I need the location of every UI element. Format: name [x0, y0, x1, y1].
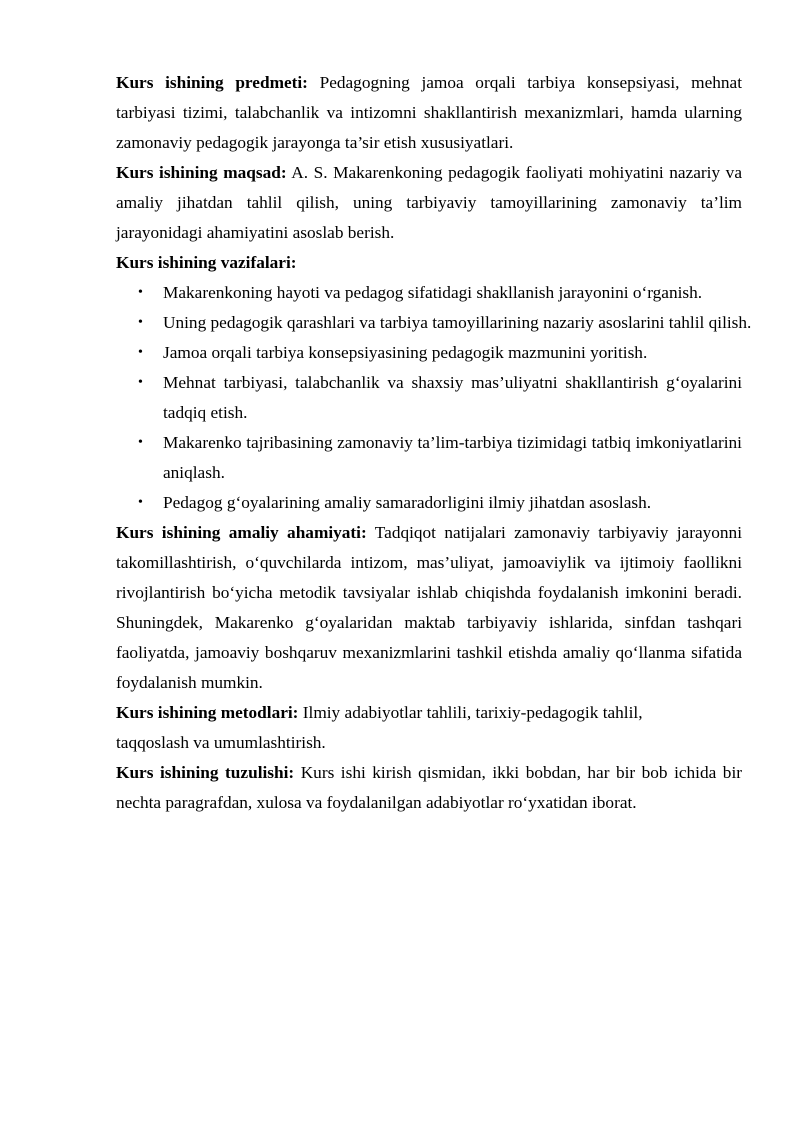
subject-label: Kurs ishining predmeti: — [116, 73, 308, 92]
list-item-text: Pedagog g‘oyalarining amaliy samaradorligini ilmiy jihatdan asoslash. — [163, 493, 652, 512]
structure-text: Kurs ishi kirish qismidan, ikki bobdan, har bir bob ichida bir nechta paragrafdan, xulosa va foydalanilgan adabiyotlar ro‘yxatidan iborat. — [116, 763, 742, 812]
subject-paragraph — [116, 68, 742, 158]
list-item — [116, 368, 742, 428]
bullet-icon: • — [138, 345, 143, 360]
list-item — [116, 338, 742, 368]
bullet-icon: • — [138, 285, 143, 300]
structure-label: Kurs ishining tuzulishi: — [116, 763, 295, 782]
list-item-text: Jamoa orqali tarbiya konsepsiyasining pedagogik mazmunini yoritish. — [163, 343, 648, 362]
list-item — [116, 428, 742, 488]
subject-text: Pedagogning jamoa orqali tarbiya konsepsiyasi, mehnat tarbiyasi tizimi, talabchanlik va intizomni shakllantirish mexanizmlari, hamda ularning zamonaviy pedagogik jarayonga ta’sir etish xususiyatlari. — [116, 73, 742, 152]
methods-paragraph — [116, 698, 742, 758]
goal-label: Kurs ishining maqsad: — [116, 163, 287, 182]
list-item-text: Uning pedagogik qarashlari va tarbiya tamoyillarining nazariy asoslarini tahlil qilish. — [163, 313, 752, 332]
list-item — [116, 278, 742, 308]
document-page — [116, 68, 752, 818]
practical-significance-paragraph — [116, 518, 742, 698]
list-item-text: Makarenko tajribasining zamonaviy ta’lim-tarbiya tizimidagi tatbiq imkoniyatlarini aniqlash. — [163, 433, 742, 482]
structure-paragraph — [116, 758, 742, 818]
tasks-list — [116, 278, 752, 518]
practical-significance-text: Tadqiqot natijalari zamonaviy tarbiyaviy jarayonni takomillashtirish, o‘quvchilarda intizom, mas’uliyat, jamoaviylik va ijtimoiy faollikni rivojlantirish bo‘yicha metodik tavsiyalar ishlab chiqishda foydalanish imkonini beradi. Shuningdek, Makarenko g‘oyalaridan maktab tarbiyaviy ishlarida, sinfdan tashqari faoliyatda, jamoaviy boshqaruv mexanizmlarini tashkil etishda amaliy qo‘llanma sifatida foydalanish mumkin. — [116, 523, 742, 692]
methods-label: Kurs ishining metodlari: — [116, 703, 299, 722]
bullet-icon: • — [138, 375, 143, 390]
tasks-label: Kurs ishining vazifalari: — [116, 253, 297, 272]
tasks-heading — [116, 248, 742, 278]
list-item-text: Makarenkoning hayoti va pedagog sifatidagi shakllanish jarayonini o‘rganish. — [163, 283, 703, 302]
bullet-icon: • — [138, 315, 143, 330]
practical-significance-label: Kurs ishining amaliy ahamiyati: — [116, 523, 367, 542]
goal-paragraph — [116, 158, 742, 248]
methods-text-line2: taqqoslash va umumlashtirish. — [116, 733, 326, 752]
list-item — [116, 488, 742, 518]
bullet-icon: • — [138, 495, 143, 510]
list-item-text: Mehnat tarbiyasi, talabchanlik va shaxsiy mas’uliyatni shakllantirish g‘oyalarini tadqiq etish. — [163, 373, 742, 422]
bullet-icon: • — [138, 435, 143, 450]
list-item — [116, 308, 754, 338]
methods-text-line1: Ilmiy adabiyotlar tahlili, tarixiy-pedagogik tahlil, — [298, 703, 643, 722]
goal-text: A. S. Makarenkoning pedagogik faoliyati mohiyatini nazariy va amaliy jihatdan tahlil qilish, uning tarbiyaviy tamoyillarining zamonaviy ta’lim jarayonidagi ahamiyatini asoslab berish. — [116, 163, 742, 242]
